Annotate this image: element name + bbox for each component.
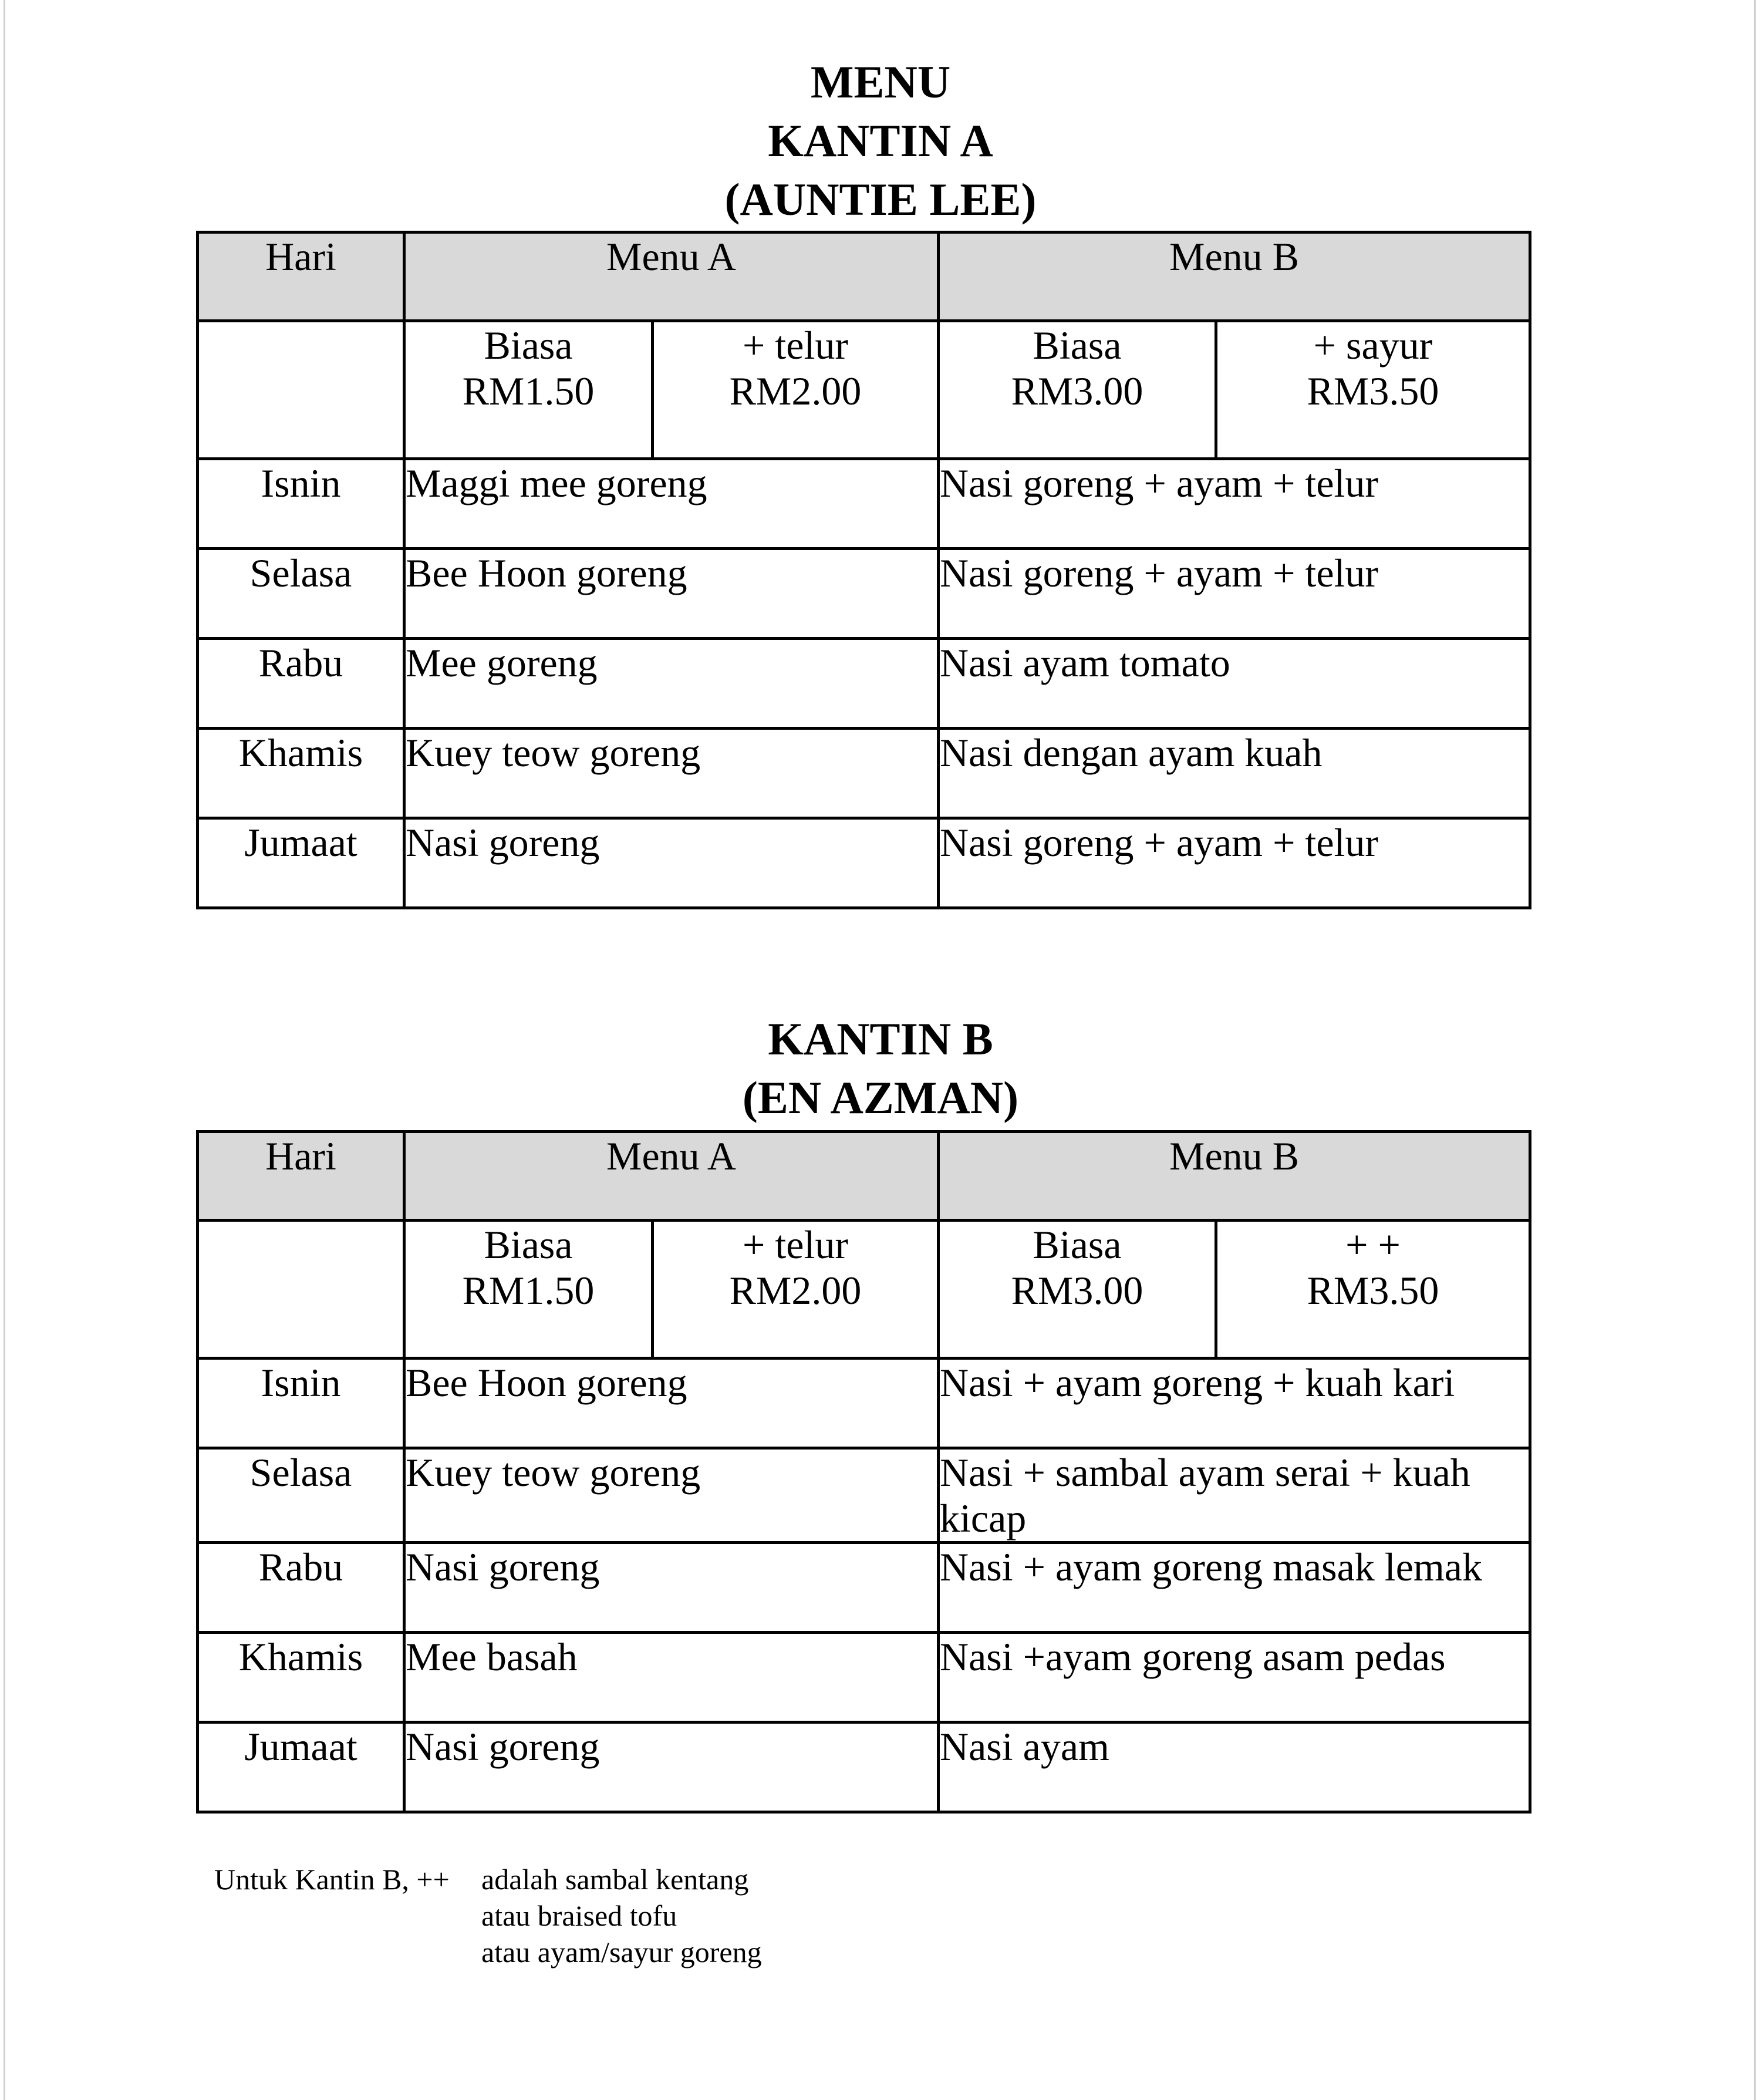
menu-b-cell: Nasi ayam bbox=[939, 1723, 1530, 1812]
price-value: RM1.50 bbox=[462, 1268, 595, 1313]
price-row bbox=[198, 321, 1530, 459]
price-value: RM1.50 bbox=[462, 369, 595, 413]
footnote-text: atau braised tofu bbox=[481, 1899, 677, 1932]
menu-a-cell: Bee Hoon goreng bbox=[404, 1359, 939, 1448]
menu-b-cell: Nasi dengan ayam kuah bbox=[939, 729, 1530, 818]
price-value: RM3.00 bbox=[1011, 369, 1143, 413]
header-row bbox=[198, 1132, 1530, 1221]
price-empty-cell bbox=[198, 321, 404, 459]
price-label: + telur bbox=[743, 323, 848, 368]
price-cell bbox=[939, 1221, 1216, 1359]
table-row bbox=[198, 1633, 1530, 1723]
footnote-text: adalah sambal kentang bbox=[481, 1863, 749, 1896]
price-cell bbox=[1216, 1221, 1530, 1359]
day-cell: Isnin bbox=[198, 1359, 404, 1448]
footnote bbox=[214, 1861, 762, 1970]
menu-b-cell: Nasi goreng + ayam + telur bbox=[939, 459, 1530, 549]
day-cell: Isnin bbox=[198, 459, 404, 549]
price-value: RM3.50 bbox=[1307, 369, 1439, 413]
footnote-text: atau ayam/sayur goreng bbox=[481, 1936, 762, 1968]
menu-a-cell: Mee goreng bbox=[404, 639, 939, 729]
footnote-lead: Untuk Kantin B, ++ bbox=[214, 1863, 450, 1896]
table-row bbox=[198, 549, 1530, 639]
day-cell: Rabu bbox=[198, 1543, 404, 1633]
header-row bbox=[198, 232, 1530, 321]
footnote-line bbox=[214, 1861, 762, 1897]
menu-b-cell: Nasi + ayam goreng + kuah kari bbox=[939, 1359, 1530, 1448]
day-cell: Jumaat bbox=[198, 818, 404, 908]
price-value: RM2.00 bbox=[729, 1268, 862, 1313]
price-cell bbox=[1216, 321, 1530, 459]
price-cell bbox=[653, 321, 939, 459]
price-label: Biasa bbox=[484, 1222, 573, 1267]
day-cell: Jumaat bbox=[198, 1723, 404, 1812]
kantin-b-heading bbox=[0, 1010, 1761, 1127]
menu-b-cell: Nasi + sambal ayam serai + kuah kicap bbox=[939, 1448, 1530, 1543]
header-menu-a: Menu A bbox=[404, 232, 939, 321]
price-empty-cell bbox=[198, 1221, 404, 1359]
menu-a-cell: Nasi goreng bbox=[404, 1543, 939, 1633]
header-day: Hari bbox=[198, 232, 404, 321]
menu-a-cell: Maggi mee goreng bbox=[404, 459, 939, 549]
menu-a-cell: Kuey teow goreng bbox=[404, 729, 939, 818]
menu-a-cell: Kuey teow goreng bbox=[404, 1448, 939, 1543]
price-label: + + bbox=[1345, 1222, 1401, 1267]
kantin-a-title: KANTIN A bbox=[768, 115, 993, 166]
price-label: Biasa bbox=[1033, 1222, 1122, 1267]
header-menu-a: Menu A bbox=[404, 1132, 939, 1221]
header-day: Hari bbox=[198, 1132, 404, 1221]
price-label: Biasa bbox=[484, 323, 573, 368]
price-value: RM3.00 bbox=[1011, 1268, 1143, 1313]
menu-b-cell: Nasi goreng + ayam + telur bbox=[939, 818, 1530, 908]
kantin-a-heading bbox=[0, 53, 1761, 229]
header-menu-b: Menu B bbox=[939, 1132, 1530, 1221]
price-cell bbox=[404, 1221, 653, 1359]
price-cell bbox=[404, 321, 653, 459]
kantin-a-owner: (AUNTIE LEE) bbox=[724, 174, 1037, 225]
menu-title: MENU bbox=[810, 56, 951, 107]
menu-b-cell: Nasi + ayam goreng masak lemak bbox=[939, 1543, 1530, 1633]
menu-a-cell: Nasi goreng bbox=[404, 1723, 939, 1812]
day-cell: Khamis bbox=[198, 729, 404, 818]
menu-a-cell: Bee Hoon goreng bbox=[404, 549, 939, 639]
price-cell bbox=[939, 321, 1216, 459]
table-row bbox=[198, 1359, 1530, 1448]
table-row bbox=[198, 1723, 1530, 1812]
price-value: RM3.50 bbox=[1307, 1268, 1439, 1313]
price-row bbox=[198, 1221, 1530, 1359]
price-cell bbox=[653, 1221, 939, 1359]
kantin-b-title: KANTIN B bbox=[768, 1013, 993, 1064]
menu-b-cell: Nasi +ayam goreng asam pedas bbox=[939, 1633, 1530, 1723]
header-menu-b: Menu B bbox=[939, 232, 1530, 321]
day-cell: Selasa bbox=[198, 1448, 404, 1543]
table-row bbox=[198, 459, 1530, 549]
kantin-a-menu-table bbox=[196, 231, 1531, 909]
table-row bbox=[198, 1543, 1530, 1633]
day-cell: Selasa bbox=[198, 549, 404, 639]
price-label: + telur bbox=[743, 1222, 848, 1267]
table-row bbox=[198, 818, 1530, 908]
day-cell: Rabu bbox=[198, 639, 404, 729]
menu-a-cell: Nasi goreng bbox=[404, 818, 939, 908]
menu-b-cell: Nasi goreng + ayam + telur bbox=[939, 549, 1530, 639]
price-label: Biasa bbox=[1033, 323, 1122, 368]
kantin-b-owner: (EN AZMAN) bbox=[742, 1072, 1019, 1123]
menu-b-cell: Nasi ayam tomato bbox=[939, 639, 1530, 729]
price-label: + sayur bbox=[1313, 323, 1433, 368]
day-cell: Khamis bbox=[198, 1633, 404, 1723]
table-row bbox=[198, 639, 1530, 729]
kantin-b-menu-table bbox=[196, 1130, 1531, 1814]
table-row bbox=[198, 1448, 1530, 1543]
price-value: RM2.00 bbox=[729, 369, 862, 413]
menu-a-cell: Mee basah bbox=[404, 1633, 939, 1723]
table-row bbox=[198, 729, 1530, 818]
